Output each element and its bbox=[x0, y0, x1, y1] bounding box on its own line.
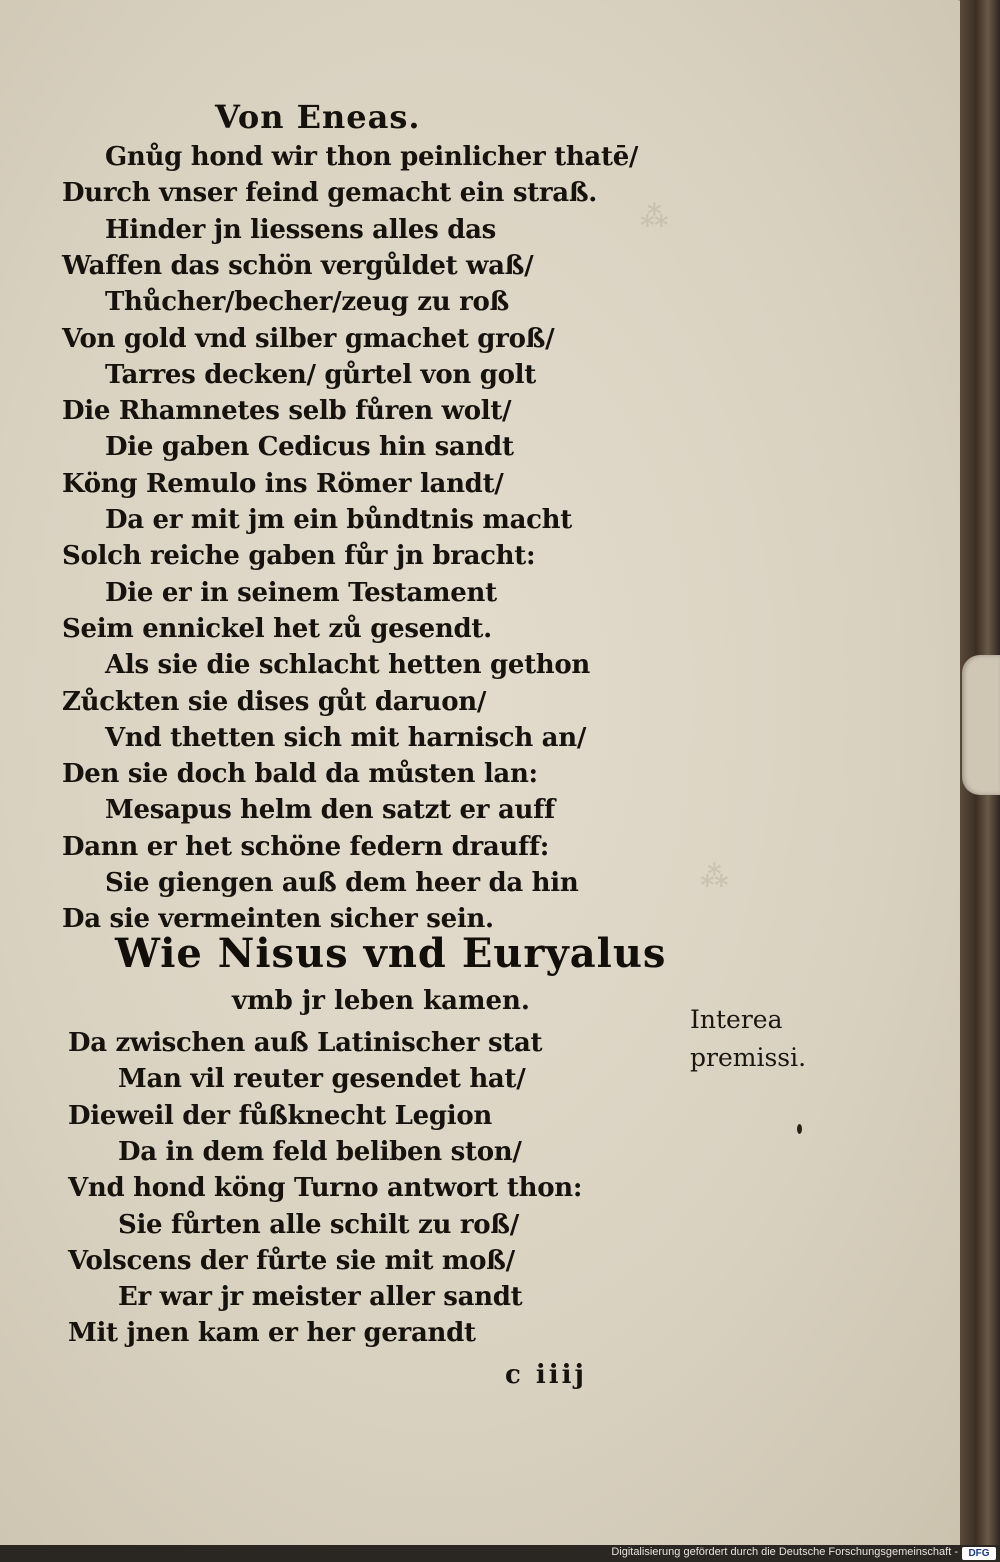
verse-line: Vnd hond köng Turno antwort thon: bbox=[68, 1173, 583, 1204]
verse-line: Durch vnser feind gemacht ein straß. bbox=[62, 178, 598, 209]
verse-line: Von gold vnd silber gmachet groß/ bbox=[62, 323, 555, 354]
marginal-note-line-1: Interea bbox=[690, 1005, 783, 1034]
verse-line: Solch reiche gaben fůr jn bracht: bbox=[62, 541, 536, 572]
verse-line: Köng Remulo ins Römer landt/ bbox=[62, 468, 504, 499]
verse-line: Da in dem feld beliben ston/ bbox=[118, 1136, 522, 1167]
funding-credit: Digitalisierung gefördert durch die Deutsche Forschungsgemeinschaft - bbox=[611, 1546, 958, 1558]
verse-line: Die er in seinem Testament bbox=[105, 577, 497, 608]
marginal-note-line-2: premissi. bbox=[690, 1043, 807, 1072]
verse-line: Sie giengen auß dem heer da hin bbox=[105, 868, 579, 898]
verse-line: Als sie die schlacht hetten gethon bbox=[105, 650, 591, 681]
verse-line: Vnd thetten sich mit harnisch an/ bbox=[105, 722, 587, 753]
verse-line: Sie fůrten alle schilt zu roß/ bbox=[118, 1209, 519, 1240]
verse-line: Volscens der fůrte sie mit moß/ bbox=[68, 1245, 515, 1276]
signature-mark: c iiij bbox=[505, 1360, 587, 1390]
verse-line: Da er mit jm ein bůndtnis macht bbox=[105, 505, 572, 535]
page-tab bbox=[962, 655, 1000, 795]
verse-line: Hinder jn liessens alles das bbox=[105, 214, 496, 245]
verse-line: Die Rhamnetes selb fůren wolt/ bbox=[62, 396, 512, 427]
verse-line: Waffen das schön vergůldet waß/ bbox=[62, 250, 534, 281]
show-through-mark: ⁂ bbox=[700, 860, 729, 893]
show-through-mark: ⁂ bbox=[640, 200, 669, 233]
section-heading: Wie Nisus vnd Euryalus bbox=[115, 930, 667, 977]
section-subheading: vmb jr leben kamen. bbox=[232, 986, 530, 1016]
verse-line: Gnůg hond wir thon peinlicher thatē/ bbox=[105, 142, 639, 172]
verse-line: Die gaben Cedicus hin sandt bbox=[105, 432, 514, 463]
verse-line: Dann er het schöne federn drauff: bbox=[62, 831, 550, 862]
verse-line: Zůckten sie dises gůt daruon/ bbox=[62, 686, 487, 717]
verse-line: Er war jr meister aller sandt bbox=[118, 1282, 523, 1313]
verse-line: Da zwischen auß Latinischer stat bbox=[68, 1028, 543, 1058]
verse-line: Man vil reuter gesendet hat/ bbox=[118, 1064, 526, 1095]
verse-line: Mit jnen kam er her gerandt bbox=[68, 1318, 476, 1349]
verse-line: Da sie vermeinten sicher sein. bbox=[62, 904, 494, 935]
verse-line: Mesapus helm den satzt er auff bbox=[105, 795, 555, 826]
verse-line: Den sie doch bald da můsten lan: bbox=[62, 759, 538, 790]
running-head: Von Eneas. bbox=[215, 98, 421, 136]
verse-line: Dieweil der fůßknecht Legion bbox=[68, 1100, 492, 1131]
verse-line: Thůcher/becher/zeug zu roß bbox=[105, 287, 509, 318]
verse-line: Tarres decken/ gůrtel von golt bbox=[105, 359, 536, 390]
verse-line: Seim ennickel het zů gesendt. bbox=[62, 613, 492, 644]
ink-spot bbox=[797, 1124, 802, 1134]
dfg-logo: DFG bbox=[962, 1547, 996, 1560]
